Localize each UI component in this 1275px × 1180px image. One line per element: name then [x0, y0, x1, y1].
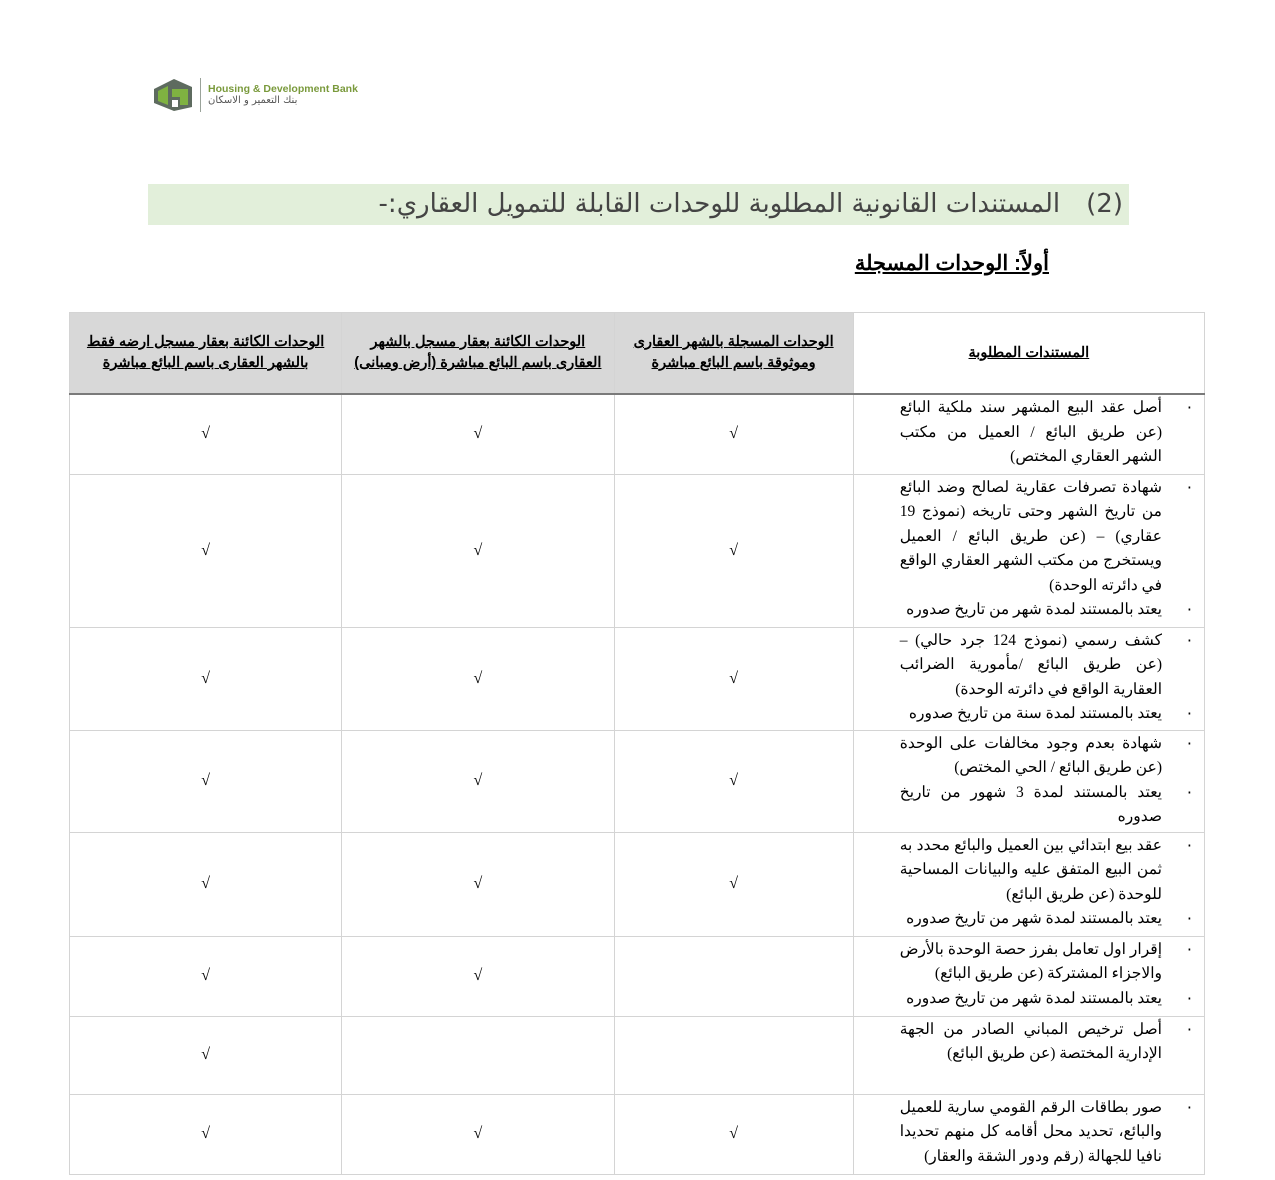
check-mark: √	[729, 1125, 738, 1142]
table-row	[70, 474, 1205, 627]
subtitle: أولاً: الوحدات المسجلة	[854, 252, 1049, 275]
table-row	[70, 394, 1205, 474]
check-mark: √	[473, 669, 483, 687]
check-mark: √	[473, 875, 483, 892]
check-mark: √	[201, 1125, 211, 1142]
bank-logo-icon	[152, 77, 194, 113]
check-cell	[614, 627, 853, 730]
requirement-item: · يعتد بالمستند لمدة شهر من تاريخ صدوره	[900, 907, 1192, 932]
required-document-cell	[853, 1016, 1204, 1094]
check-cell	[70, 1094, 342, 1174]
requirement-list	[900, 732, 1192, 830]
check-cell	[614, 1094, 853, 1174]
check-mark: √	[473, 425, 483, 443]
header-units-registered-building: الوحدات الكائنة بعقار مسجل بالشهر العقارى باسم البائع مباشرة (أرض ومبانى)	[342, 313, 614, 395]
section-title	[148, 184, 1129, 225]
check-mark: √	[201, 772, 211, 789]
check-cell	[70, 832, 342, 936]
requirement-list	[900, 396, 1192, 470]
check-cell	[614, 730, 853, 832]
requirement-item: · عقد بيع ابتدائي بين العميل والبائع محدد به ثمن البيع المتفق عليه والبيانات المساحية للوحدة (عن طريق البائع)	[900, 834, 1192, 908]
check-mark: √	[729, 425, 738, 443]
check-cell	[70, 474, 342, 627]
table-row	[70, 936, 1205, 1016]
logo-text	[208, 84, 358, 106]
check-cell	[342, 474, 614, 627]
section-title-text: المستندات القانونية المطلوبة للوحدات القابلة للتمويل العقاري:-	[378, 189, 1061, 219]
required-document-cell	[853, 936, 1204, 1016]
check-cell	[614, 474, 853, 627]
check-mark: √	[473, 1125, 483, 1142]
check-cell	[342, 832, 614, 936]
requirement-item: · أصل ترخيص المباني الصادر من الجهة الإدارية المختصة (عن طريق البائع)	[900, 1018, 1192, 1067]
requirement-item: · شهادة بعدم وجود مخالفات على الوحدة (عن طريق البائع / الحي المختص)	[900, 732, 1192, 781]
check-mark: √	[473, 772, 483, 789]
check-cell	[614, 832, 853, 936]
check-cell	[342, 1016, 614, 1094]
check-cell	[614, 936, 853, 1016]
required-document-cell	[853, 1094, 1204, 1174]
check-cell	[342, 627, 614, 730]
check-cell	[70, 936, 342, 1016]
requirement-item: · إقرار اول تعامل بفرز حصة الوحدة بالأرض والاجزاء المشتركة (عن طريق البائع)	[900, 938, 1192, 987]
requirement-list	[900, 834, 1192, 932]
header-registered-units: الوحدات المسجلة بالشهر العقارى وموثوقة باسم البائع مباشرة	[614, 313, 853, 395]
check-cell	[342, 936, 614, 1016]
check-cell	[614, 394, 853, 474]
check-mark: √	[473, 541, 483, 559]
logo-divider	[200, 78, 201, 112]
requirement-item: · صور بطاقات الرقم القومي سارية للعميل والبائع، تحديد محل أقامه كل منهم تحديدا نافيا للجهالة (رقم ودور الشقة والعقار)	[900, 1096, 1192, 1170]
table-row	[70, 1094, 1205, 1174]
check-mark: √	[201, 669, 211, 687]
check-mark: √	[729, 541, 738, 559]
documents-table	[69, 312, 1205, 1175]
table-row	[70, 1016, 1205, 1094]
required-document-cell	[853, 627, 1204, 730]
requirement-item: · يعتد بالمستند لمدة شهر من تاريخ صدوره	[900, 987, 1192, 1012]
requirement-list	[900, 629, 1192, 727]
requirement-list	[900, 938, 1192, 1012]
check-mark: √	[201, 875, 211, 892]
requirement-item: · يعتد بالمستند لمدة 3 شهور من تاريخ صدوره	[900, 781, 1192, 830]
required-document-cell	[853, 730, 1204, 832]
check-mark: √	[473, 967, 483, 984]
check-cell	[70, 1016, 342, 1094]
table-row	[70, 627, 1205, 730]
check-mark: √	[729, 669, 738, 687]
check-cell	[342, 730, 614, 832]
table-row	[70, 730, 1205, 832]
section-number: (2)	[1086, 189, 1123, 219]
table-row	[70, 832, 1205, 936]
requirement-item: · يعتد بالمستند لمدة شهر من تاريخ صدوره	[900, 598, 1192, 623]
logo-name-ar: بنك التعمير و الاسكان	[208, 95, 298, 106]
check-cell	[70, 394, 342, 474]
check-cell	[342, 1094, 614, 1174]
check-mark: √	[729, 875, 738, 892]
required-document-cell	[853, 394, 1204, 474]
check-mark: √	[201, 541, 211, 559]
logo-name-en: Housing & Development Bank	[208, 83, 358, 95]
requirement-item: · كشف رسمي (نموذج 124 جرد حالي) – (عن طريق البائع /مأمورية الضرائب العقارية الواقع في دائرته الوحدة)	[900, 629, 1192, 703]
requirement-item: · شهادة تصرفات عقارية لصالح وضد البائع من تاريخ الشهر وحتى تاريخه (نموذج 19 عقاري) – (عن طريق البائع / العميل ويستخرج من مكتب الشهر العقاري الواقع في دائرته الوحدة)	[900, 476, 1192, 599]
check-mark: √	[201, 1046, 211, 1063]
check-mark: √	[201, 967, 211, 984]
requirement-list	[900, 1018, 1192, 1067]
requirement-item: · أصل عقد البيع المشهر سند ملكية البائع (عن طريق البائع / العميل من مكتب الشهر العقاري المختص)	[900, 396, 1192, 470]
check-cell	[342, 394, 614, 474]
check-mark: √	[729, 772, 738, 789]
check-cell	[70, 627, 342, 730]
header-units-registered-land: الوحدات الكائنة بعقار مسجل ارضه فقط بالشهر العقارى باسم البائع مباشرة	[70, 313, 342, 395]
requirement-item: · يعتد بالمستند لمدة سنة من تاريخ صدوره	[900, 702, 1192, 727]
requirement-list	[900, 1096, 1192, 1170]
header-required-documents: المستندات المطلوبة	[853, 313, 1204, 395]
check-cell	[70, 730, 342, 832]
requirement-list	[900, 476, 1192, 623]
required-document-cell	[853, 832, 1204, 936]
table-header-row	[70, 313, 1205, 395]
check-mark: √	[201, 425, 211, 443]
bank-logo	[152, 75, 358, 115]
required-document-cell	[853, 474, 1204, 627]
check-cell	[614, 1016, 853, 1094]
